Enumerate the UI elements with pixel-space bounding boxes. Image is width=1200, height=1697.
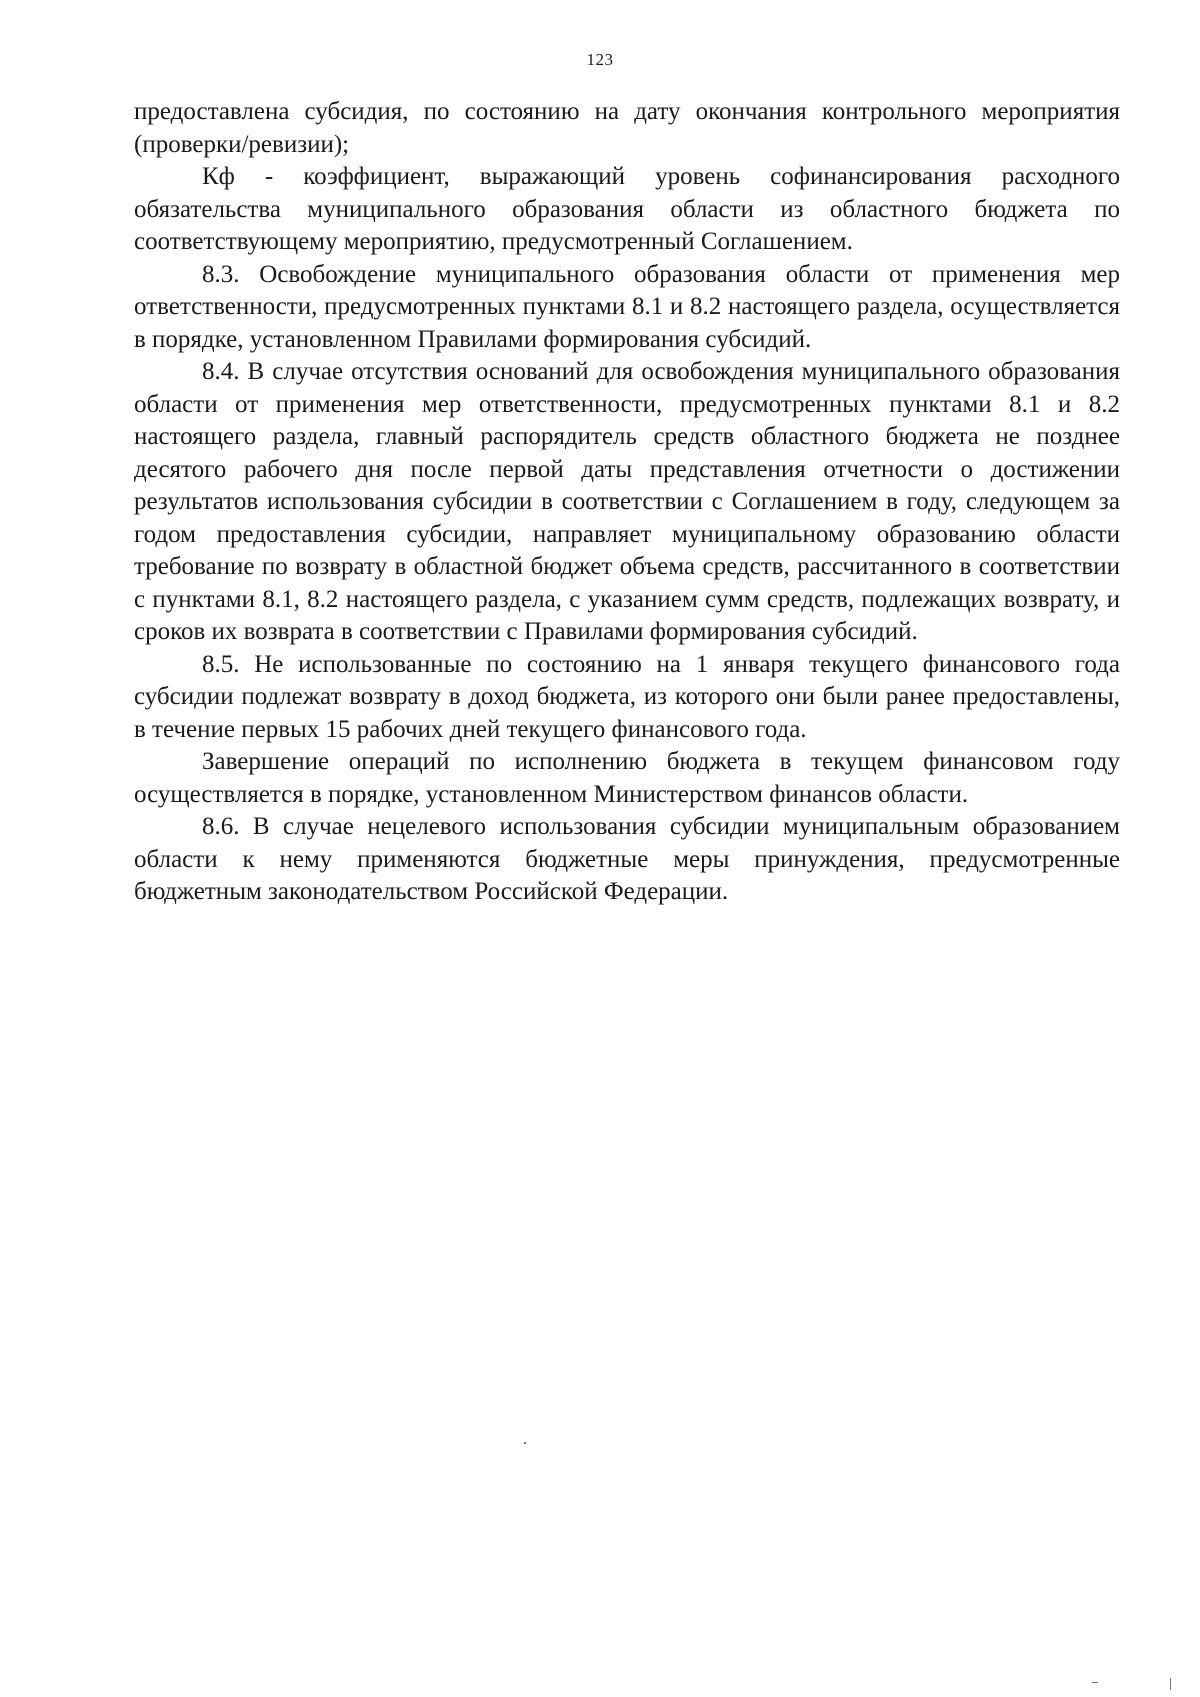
paragraph-kf-definition: Кф - коэффициент, выражающий уровень софинансирования расходного обязательства муниципального образования области из областного бюджета по соответствующему мероприятию, предусмотренный Соглашением. [134,163,1120,255]
paragraph-8-6: 8.6. В случае нецелевого использования субсидии муниципальным образованием области к нему применяются бюджетные меры принуждения, предусмотренные бюджетным законодательством Российской Федерации. [134,813,1120,905]
scan-speck [524,1442,526,1444]
scan-speck [1170,1678,1171,1690]
paragraph-8-3: 8.3. Освобождение муниципального образования области от применения мер ответственности, предусмотренных пунктами 8.1 и 8.2 настоящего раздела, осуществляется в порядке, установленном Правилами формирования субсидий. [134,260,1120,353]
paragraph-budget-completion: Завершение операций по исполнению бюджета в текущем финансовом году осуществляется в порядке, установленном Министерством финансов области. [134,748,1120,808]
scan-speck [1092,1682,1098,1683]
page-number: 123 [586,50,614,69]
paragraph-8-5: 8.5. Не использованные по состоянию на 1 января текущего финансового года субсидии подлежат возврату в доход бюджета, из которого они были ранее предоставлены, в течение первых 15 рабочих дней текущего финансового года. [134,650,1120,743]
paragraph-continuation: предоставлена субсидия, по состоянию на дату окончания контрольного мероприятия (проверки/ревизии); [134,98,1120,158]
paragraph-8-4: 8.4. В случае отсутствия оснований для освобождения муниципального образования области от применения мер ответственности, предусмотренных пунктами 8.1 и 8.2 настоящего раздела, главный распорядитель средств областного бюджета не позднее десятого рабочего дня после первой даты представления отчетности о достижении результатов использования субсидии в соответствии с Соглашением в году, следующем за годом предоставления субсидии, направляет муниципальному образованию области требование по возврату в областной бюджет объема средств, рассчитанного в соответствии с пунктами 8.1, 8.2 настоящего раздела, с указанием сумм средств, подлежащих возврату, и сроков их возврата в соответствии с Правилами формирования субсидий. [134,358,1120,645]
document-body [134,96,1120,909]
